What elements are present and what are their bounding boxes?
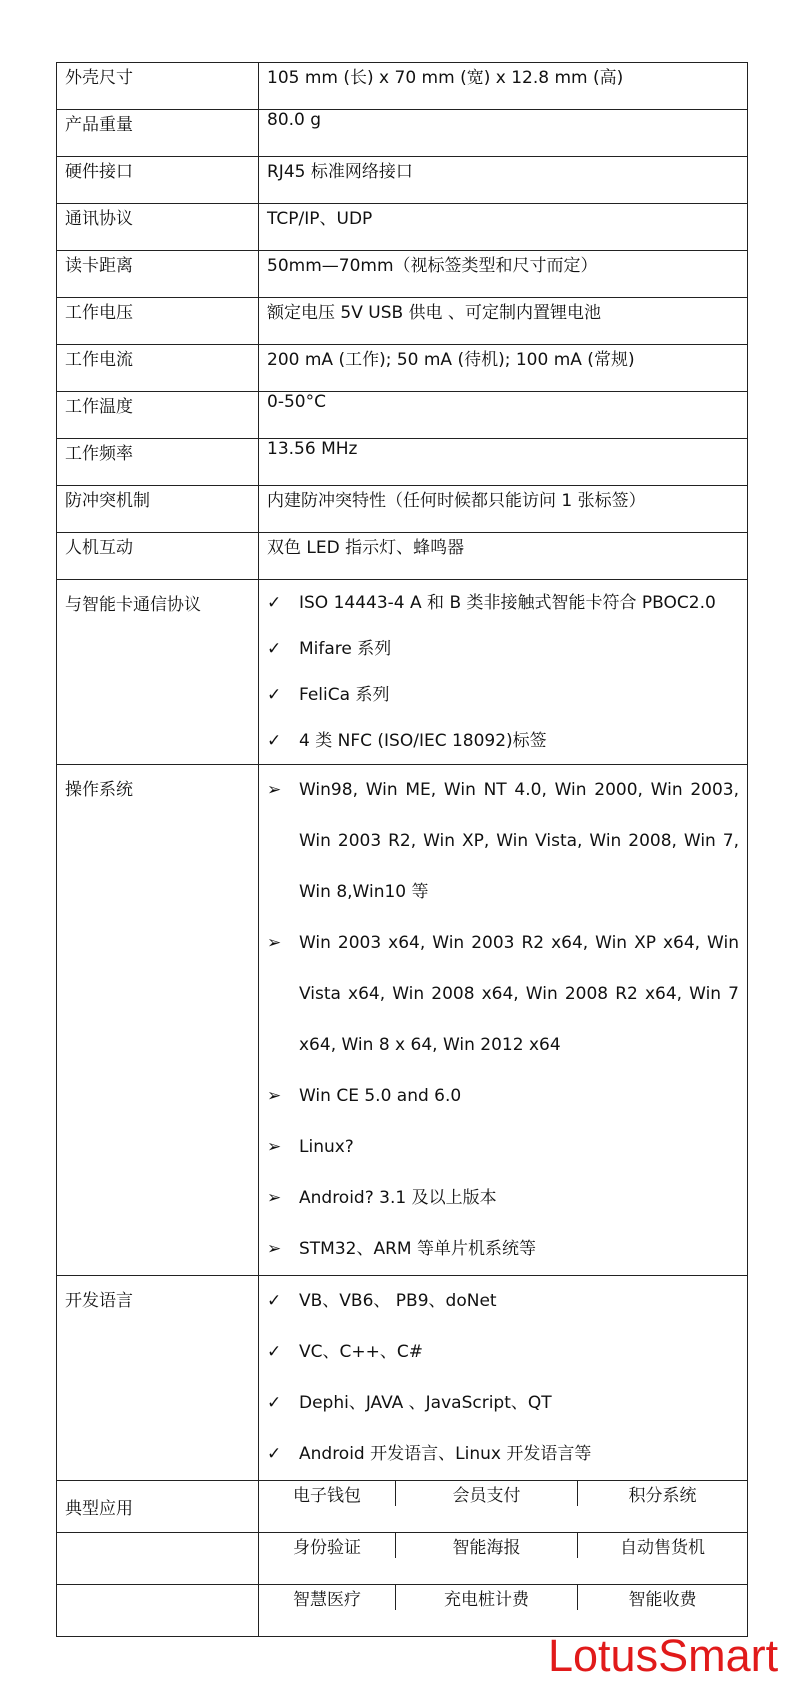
spec-value: 内建防冲突特性（任何时候都只能访问 1 张标签） xyxy=(259,486,748,533)
spec-label: 通讯协议 xyxy=(57,204,259,251)
spec-label: 防冲突机制 xyxy=(57,486,259,533)
spec-sheet xyxy=(56,62,748,1637)
app-item: 积分系统 xyxy=(628,1486,697,1506)
arrow-bullet-icon: ➢ xyxy=(267,780,282,800)
list-item-text: VB、VB6、 PB9、doNet xyxy=(299,1291,497,1311)
list-item xyxy=(267,765,739,918)
list-item-text: Win98, Win ME, Win NT 4.0, Win 2000, Win 2003, Win 2003 R2, Win XP, Win Vista, Win 2008, Win 7, Win 8,Win10 等 xyxy=(299,780,739,902)
dev-row xyxy=(57,1276,748,1481)
os-value-cell xyxy=(259,765,748,1276)
list-item xyxy=(267,718,739,764)
list-item xyxy=(267,580,739,626)
spec-row xyxy=(57,251,748,298)
dev-label: 开发语言 xyxy=(65,1291,133,1311)
spec-row xyxy=(57,298,748,345)
list-item-text: Mifare 系列 xyxy=(299,639,392,659)
spec-label: 工作电流 xyxy=(57,345,259,392)
list-item xyxy=(267,1429,739,1480)
list-item-text: ISO 14443-4 A 和 B 类非接触式智能卡符合 PBOC2.0 xyxy=(299,593,716,613)
apps-cell xyxy=(259,1481,748,1533)
list-item xyxy=(267,672,739,718)
app-item: 智慧医疗 xyxy=(259,1585,396,1610)
apps-grid xyxy=(259,1533,747,1558)
check-icon: ✓ xyxy=(267,731,282,751)
os-label: 操作系统 xyxy=(65,780,133,800)
spec-label: 产品重量 xyxy=(57,110,259,157)
arrow-bullet-icon: ➢ xyxy=(267,933,282,953)
spec-row xyxy=(57,533,748,580)
list-item xyxy=(267,1276,739,1327)
spec-label: 读卡距离 xyxy=(57,251,259,298)
app-item: 身份验证 xyxy=(259,1533,396,1558)
check-icon: ✓ xyxy=(267,1444,282,1464)
dev-label-cell xyxy=(57,1276,259,1481)
list-item xyxy=(267,626,739,672)
spec-label: 工作电压 xyxy=(57,298,259,345)
spec-value: 80.0 g xyxy=(259,110,748,157)
smartcard-row xyxy=(57,580,748,765)
smartcard-label-cell xyxy=(57,580,259,765)
app-item: 自动售货机 xyxy=(620,1538,705,1558)
check-icon: ✓ xyxy=(267,1393,282,1413)
spec-label: 工作温度 xyxy=(57,392,259,439)
list-item-text: Android 开发语言、Linux 开发语言等 xyxy=(299,1444,592,1464)
spec-value: 13.56 MHz xyxy=(259,439,748,486)
spec-value: 105 mm (长) x 70 mm (宽) x 12.8 mm (高) xyxy=(259,63,748,110)
spec-row xyxy=(57,110,748,157)
list-item xyxy=(267,1327,739,1378)
spec-row xyxy=(57,157,748,204)
list-item-text: VC、C++、C# xyxy=(299,1342,423,1362)
list-item-text: Win 2003 x64, Win 2003 R2 x64, Win XP x64, Win Vista x64, Win 2008 x64, Win 2008 R2 x64, Win 7 x64, Win 8 x 64, Win 2012 x64 xyxy=(299,933,739,1055)
apps-cell xyxy=(259,1533,748,1585)
list-item xyxy=(267,918,739,1071)
spec-row xyxy=(57,486,748,533)
apps-row xyxy=(57,1481,748,1533)
list-item xyxy=(267,1122,739,1173)
spec-label: 工作频率 xyxy=(57,439,259,486)
smartcard-list xyxy=(267,580,739,764)
spec-value: 200 mA (工作); 50 mA (待机); 100 mA (常规) xyxy=(259,345,748,392)
spec-label: 人机互动 xyxy=(57,533,259,580)
arrow-bullet-icon: ➢ xyxy=(267,1137,282,1157)
list-item-text: Dephi、JAVA 、JavaScript、QT xyxy=(299,1393,552,1413)
apps-label-empty xyxy=(57,1533,259,1585)
spec-label: 外壳尺寸 xyxy=(57,63,259,110)
list-item xyxy=(267,1378,739,1429)
app-item: 会员支付 xyxy=(396,1481,578,1506)
list-item-text: Android? 3.1 及以上版本 xyxy=(299,1188,497,1208)
os-row xyxy=(57,765,748,1276)
apps-grid xyxy=(259,1585,747,1610)
apps-cell xyxy=(259,1585,748,1637)
app-item: 电子钱包 xyxy=(259,1481,396,1506)
app-item: 充电桩计费 xyxy=(396,1585,578,1610)
spec-value: 双色 LED 指示灯、蜂鸣器 xyxy=(259,533,748,580)
lotussmart-watermark: LotusSmart xyxy=(548,1630,779,1681)
spec-row xyxy=(57,392,748,439)
check-icon: ✓ xyxy=(267,639,282,659)
os-label-cell xyxy=(57,765,259,1276)
apps-label: 典型应用 xyxy=(57,1481,259,1533)
list-item-text: Win CE 5.0 and 6.0 xyxy=(299,1086,462,1106)
spec-label: 硬件接口 xyxy=(57,157,259,204)
dev-value-cell xyxy=(259,1276,748,1481)
list-item-text: Linux? xyxy=(299,1137,354,1157)
spec-value: 额定电压 5V USB 供电 、可定制内置锂电池 xyxy=(259,298,748,345)
apps-grid xyxy=(259,1481,747,1506)
apps-row xyxy=(57,1533,748,1585)
dev-list xyxy=(267,1276,739,1480)
list-item xyxy=(267,1173,739,1224)
list-item-text: FeliCa 系列 xyxy=(299,685,390,705)
check-icon: ✓ xyxy=(267,1342,282,1362)
smartcard-value-cell xyxy=(259,580,748,765)
spec-row xyxy=(57,63,748,110)
check-icon: ✓ xyxy=(267,593,282,613)
spec-row xyxy=(57,204,748,251)
spec-table xyxy=(56,62,748,1637)
list-item-text: STM32、ARM 等单片机系统等 xyxy=(299,1239,536,1259)
list-item xyxy=(267,1224,739,1275)
apps-label-empty xyxy=(57,1585,259,1637)
spec-value: 0-50°C xyxy=(259,392,748,439)
list-item-text: 4 类 NFC (ISO/IEC 18092)标签 xyxy=(299,731,547,751)
list-item xyxy=(267,1071,739,1122)
apps-row xyxy=(57,1585,748,1637)
spec-row xyxy=(57,345,748,392)
spec-value: TCP/IP、UDP xyxy=(259,204,748,251)
smartcard-label: 与智能卡通信协议 xyxy=(65,595,201,615)
app-item: 智能收费 xyxy=(628,1590,697,1610)
arrow-bullet-icon: ➢ xyxy=(267,1239,282,1259)
check-icon: ✓ xyxy=(267,1291,282,1311)
spec-value: 50mm—70mm（视标签类型和尺寸而定） xyxy=(259,251,748,298)
spec-value: RJ45 标准网络接口 xyxy=(259,157,748,204)
check-icon: ✓ xyxy=(267,685,282,705)
arrow-bullet-icon: ➢ xyxy=(267,1086,282,1106)
arrow-bullet-icon: ➢ xyxy=(267,1188,282,1208)
spec-row xyxy=(57,439,748,486)
os-list xyxy=(267,765,739,1275)
app-item: 智能海报 xyxy=(396,1533,578,1558)
